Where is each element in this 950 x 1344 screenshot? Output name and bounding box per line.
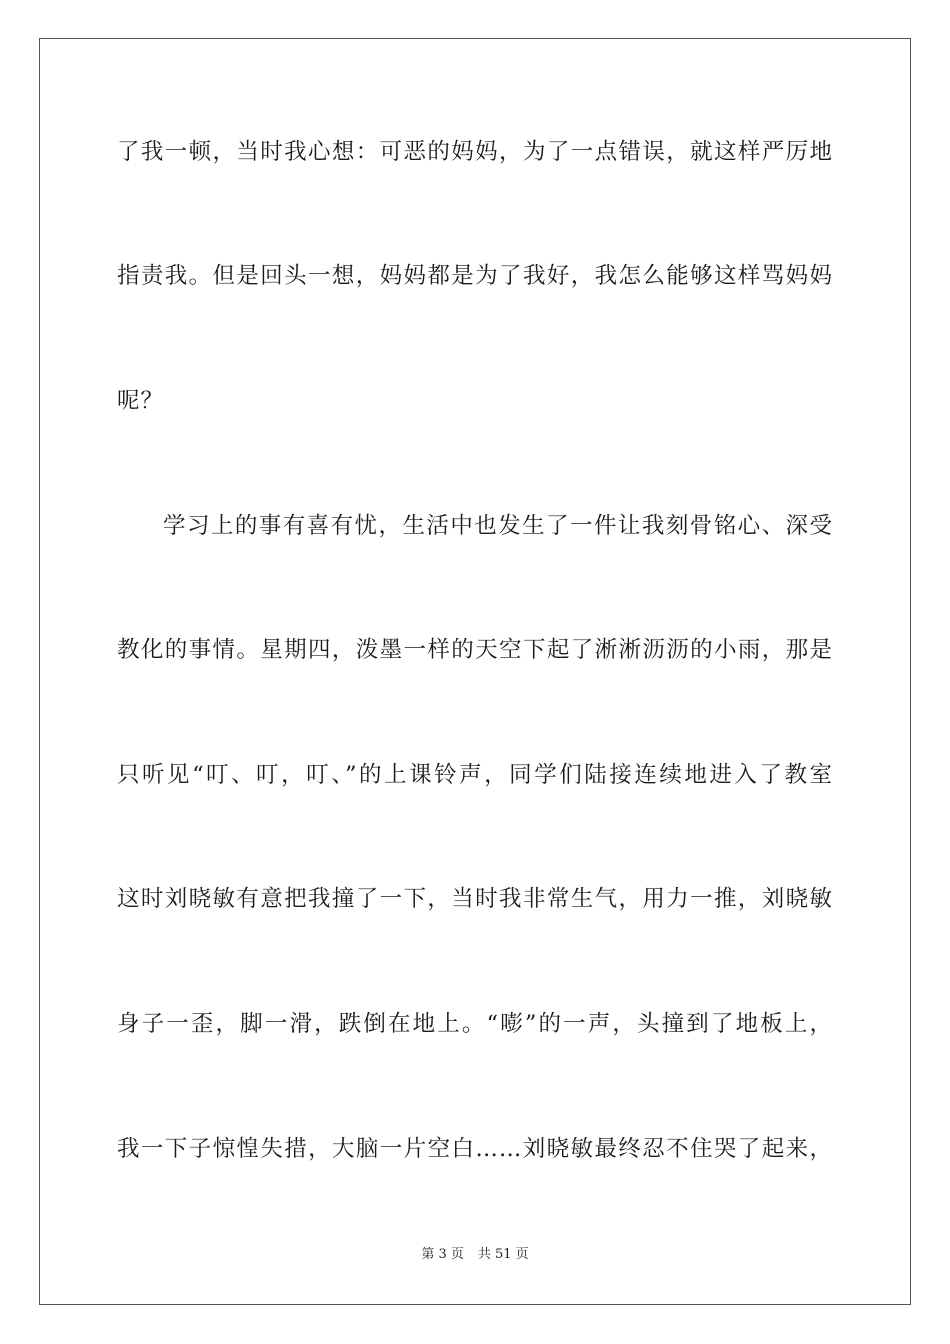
page-total: 共 51 页 [477, 1247, 529, 1262]
text-line: 身子一歪，脚一滑，跌倒在地上。“嘭”的一声，头撞到了地板上， [117, 1011, 833, 1037]
text-line: 这时刘晓敏有意把我撞了一下，当时我非常生气，用力一推，刘晓敏 [117, 886, 833, 912]
text-line: 我一下子惊惶失措，大脑一片空白……刘晓敏最终忍不住哭了起来， [117, 1136, 833, 1162]
page-border [39, 38, 911, 1305]
paragraph-first-line: 学习上的事有喜有忧，生活中也发生了一件让我刻骨铭心、深受 [163, 513, 833, 539]
text-line: 教化的事情。星期四，泼墨一样的天空下起了淅淅沥沥的小雨，那是 [117, 637, 833, 663]
text-line: 了我一顿，当时我心想：可恶的妈妈，为了一点错误，就这样严厉地 [117, 139, 833, 165]
page-number: 第 3 页 [421, 1247, 464, 1262]
text-line: 只听见“叮、叮，叮、”的上课铃声，同学们陆接连续地进入了教室 [117, 762, 833, 788]
text-line: 指责我。但是回头一想，妈妈都是为了我好，我怎么能够这样骂妈妈 [117, 263, 833, 289]
text-line: 呢？ [117, 388, 165, 414]
page-footer [0, 1246, 950, 1264]
